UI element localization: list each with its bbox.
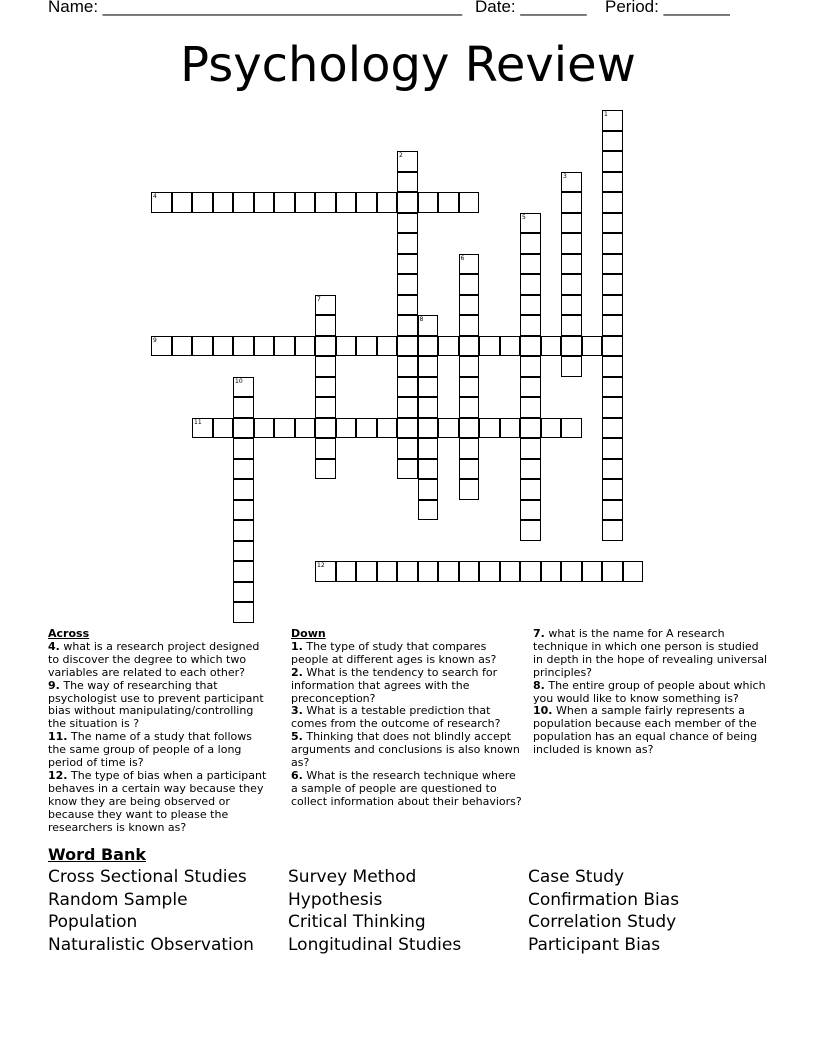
crossword-cell[interactable]	[520, 561, 541, 582]
crossword-cell[interactable]	[602, 356, 623, 377]
crossword-cell[interactable]	[520, 315, 541, 336]
crossword-cell[interactable]	[315, 438, 336, 459]
crossword-cell[interactable]	[254, 336, 275, 357]
crossword-cell[interactable]	[561, 192, 582, 213]
word-bank-item: Random Sample	[48, 889, 188, 910]
clue-number-label: 3	[563, 172, 567, 180]
crossword-cell[interactable]	[459, 274, 480, 295]
clue-number-label: 7	[317, 295, 321, 303]
clue-text: Thinking that does not blindly accept arguments and conclusions is also known as?	[291, 730, 520, 770]
word-bank-item: Case Study	[528, 867, 625, 887]
clue-number-label: 11	[194, 418, 202, 426]
crossword-cell[interactable]	[561, 315, 582, 336]
across-clue	[48, 731, 273, 770]
crossword-cell[interactable]	[233, 541, 254, 562]
crossword-cell[interactable]	[295, 418, 316, 439]
clue-number-label: 1	[604, 111, 608, 118]
clue-text: The type of study that compares people at different ages is known as?	[291, 639, 497, 666]
crossword-cell[interactable]	[233, 500, 254, 521]
crossword-cell[interactable]	[418, 418, 439, 439]
crossword-cell[interactable]	[192, 192, 213, 213]
crossword-cell[interactable]	[520, 213, 541, 234]
crossword-cell[interactable]	[602, 254, 623, 275]
clue-number-label: 4	[153, 193, 157, 200]
crossword-cell[interactable]	[397, 356, 418, 377]
name-field[interactable]: Name: ______________________________________	[48, 0, 463, 16]
crossword-cell[interactable]	[541, 336, 562, 357]
clue-text: what is a research project designed to discover the degree to which two variables are related to each other?	[48, 639, 260, 679]
crossword-cell[interactable]	[213, 418, 234, 439]
crossword-cell[interactable]	[500, 336, 521, 357]
crossword-cell[interactable]	[520, 336, 541, 357]
crossword-cell[interactable]	[459, 479, 480, 500]
crossword-cell[interactable]	[520, 295, 541, 316]
clue-number: 2.	[291, 665, 303, 679]
crossword-cell[interactable]	[397, 561, 418, 582]
crossword-cell[interactable]	[172, 192, 193, 213]
crossword-cell[interactable]	[602, 418, 623, 439]
crossword-cell[interactable]	[397, 192, 418, 213]
crossword-cell[interactable]	[418, 356, 439, 377]
crossword-cell[interactable]	[459, 192, 480, 213]
crossword-cell[interactable]	[336, 192, 357, 213]
crossword-cell[interactable]	[315, 315, 336, 336]
word-bank-item: Confirmation Bias	[528, 889, 680, 910]
crossword-cell[interactable]	[520, 520, 541, 541]
crossword-cell[interactable]	[295, 336, 316, 357]
crossword-cell[interactable]	[315, 377, 336, 398]
crossword-cell[interactable]	[561, 233, 582, 254]
crossword-cell[interactable]	[459, 295, 480, 316]
crossword-cell[interactable]	[418, 397, 439, 418]
clue-number: 10.	[533, 704, 553, 718]
clue-number-label: 5	[522, 213, 526, 221]
crossword-cell[interactable]	[602, 479, 623, 500]
crossword-cell[interactable]	[520, 397, 541, 418]
clue-number: 12.	[48, 768, 68, 782]
crossword-cell[interactable]	[520, 233, 541, 254]
crossword-cell[interactable]	[602, 397, 623, 418]
clue-number: 7.	[533, 627, 545, 640]
crossword-cell[interactable]	[295, 192, 316, 213]
crossword-cell[interactable]	[418, 192, 439, 213]
crossword-cell[interactable]	[356, 192, 377, 213]
crossword-cell[interactable]	[254, 418, 275, 439]
crossword-cell[interactable]	[151, 336, 172, 357]
clue-text: What is the tendency to search for information that agrees with the preconception?	[291, 665, 498, 705]
crossword-cell[interactable]	[336, 418, 357, 439]
crossword-cell[interactable]	[418, 479, 439, 500]
crossword-cell[interactable]	[315, 295, 336, 316]
clue-number: 4.	[48, 639, 60, 653]
down-clue	[291, 731, 523, 770]
crossword-cell[interactable]	[582, 336, 603, 357]
crossword-cell[interactable]	[438, 192, 459, 213]
clue-text: what is the name for A research technique in which one person is studied in depth in the hope of revealing universal principles?	[533, 627, 768, 679]
crossword-cell[interactable]	[561, 295, 582, 316]
down-clue	[291, 641, 523, 667]
across-clue	[48, 770, 273, 835]
crossword-cell[interactable]	[561, 213, 582, 234]
across-clue	[48, 680, 273, 732]
crossword-cell[interactable]	[397, 397, 418, 418]
crossword-cell[interactable]	[397, 213, 418, 234]
crossword-cell[interactable]	[438, 336, 459, 357]
crossword-cell[interactable]	[356, 336, 377, 357]
crossword-cell[interactable]	[377, 336, 398, 357]
crossword-cell[interactable]	[397, 459, 418, 480]
crossword-cell[interactable]	[520, 459, 541, 480]
word-bank-item: Participant Bias	[528, 935, 661, 956]
word-bank-item: Population	[48, 912, 138, 933]
crossword-cell[interactable]	[397, 172, 418, 193]
crossword-cell[interactable]	[418, 336, 439, 357]
crossword-cell[interactable]	[541, 418, 562, 439]
word-bank-item: Critical Thinking	[288, 912, 426, 933]
crossword-cell[interactable]	[397, 315, 418, 336]
crossword-cell[interactable]	[602, 192, 623, 213]
crossword-cell[interactable]	[397, 274, 418, 295]
crossword-cell[interactable]	[397, 336, 418, 357]
crossword-cell[interactable]	[418, 377, 439, 398]
crossword-cell[interactable]	[602, 438, 623, 459]
crossword-cell[interactable]	[213, 192, 234, 213]
clue-number: 3.	[291, 704, 303, 718]
crossword-cell[interactable]	[438, 418, 459, 439]
crossword-cell[interactable]	[459, 336, 480, 357]
clue-text: The type of bias when a participant behaves in a certain way because they know they are being observed or because they want to please the researchers is known as?	[48, 768, 267, 834]
crossword-cell[interactable]	[561, 336, 582, 357]
crossword-cell[interactable]	[602, 336, 623, 357]
crossword-cell[interactable]	[541, 561, 562, 582]
crossword-cell[interactable]	[356, 561, 377, 582]
word-bank-item: Naturalistic Observation	[48, 935, 254, 956]
word-bank	[48, 866, 778, 957]
crossword-cell[interactable]	[561, 254, 582, 275]
crossword-cell[interactable]	[315, 192, 336, 213]
crossword-cell[interactable]	[172, 336, 193, 357]
crossword-cell[interactable]	[418, 561, 439, 582]
crossword-cell[interactable]	[315, 336, 336, 357]
crossword-cell[interactable]	[520, 500, 541, 521]
crossword-cell[interactable]	[274, 418, 295, 439]
clue-number-label: 12	[317, 562, 325, 569]
crossword-cell[interactable]	[602, 295, 623, 316]
crossword-cell[interactable]	[233, 336, 254, 357]
crossword-cell[interactable]	[459, 254, 480, 275]
crossword-cell[interactable]	[459, 561, 480, 582]
crossword-cell[interactable]	[459, 459, 480, 480]
crossword-cell[interactable]	[602, 213, 623, 234]
crossword-cell[interactable]	[561, 561, 582, 582]
clue-number-label: 10	[235, 377, 243, 385]
word-bank-item: Hypothesis	[288, 889, 383, 910]
crossword-cell[interactable]	[233, 520, 254, 541]
crossword-cell[interactable]	[459, 356, 480, 377]
page-title: Psychology Review	[180, 37, 636, 93]
clue-text: What is a testable prediction that comes from the outcome of research?	[291, 704, 501, 731]
crossword-cell[interactable]	[602, 172, 623, 193]
down-clue	[291, 667, 523, 706]
crossword-cell[interactable]	[315, 356, 336, 377]
crossword-cell[interactable]	[233, 377, 254, 398]
crossword-cell[interactable]	[336, 561, 357, 582]
crossword-cell[interactable]	[561, 274, 582, 295]
word-bank-item: Cross Sectional Studies	[48, 867, 247, 887]
crossword-cell[interactable]	[520, 438, 541, 459]
crossword-cell[interactable]	[418, 315, 439, 336]
crossword-cell[interactable]	[233, 397, 254, 418]
crossword-cell[interactable]	[602, 110, 623, 131]
crossword-cell[interactable]	[377, 561, 398, 582]
crossword-cell[interactable]	[520, 274, 541, 295]
crossword-cell[interactable]	[377, 418, 398, 439]
crossword-cell[interactable]	[438, 561, 459, 582]
word-bank-heading: Word Bank	[48, 845, 147, 864]
crossword-cell[interactable]	[397, 418, 418, 439]
crossword-cell[interactable]	[602, 561, 623, 582]
down-clue	[291, 770, 523, 809]
crossword-cell[interactable]	[397, 377, 418, 398]
clue-number: 9.	[48, 678, 60, 692]
crossword-cell[interactable]	[233, 459, 254, 480]
crossword-cell[interactable]	[561, 172, 582, 193]
crossword-cell[interactable]	[254, 192, 275, 213]
clue-number: 8.	[533, 678, 545, 692]
crossword-cell[interactable]	[479, 418, 500, 439]
clue-text: What is the research technique where a sample of people are questioned to collect information about their behaviors?	[291, 768, 522, 808]
across-clues	[48, 628, 273, 835]
clue-number-label: 9	[153, 336, 157, 344]
crossword-cell[interactable]	[377, 192, 398, 213]
crossword-cell[interactable]	[315, 397, 336, 418]
word-bank-item: Survey Method	[288, 867, 417, 887]
crossword-cell[interactable]	[418, 459, 439, 480]
crossword-cell[interactable]	[459, 438, 480, 459]
crossword-cell[interactable]	[459, 377, 480, 398]
crossword-cell[interactable]	[602, 233, 623, 254]
crossword-cell[interactable]	[233, 582, 254, 603]
crossword-cell[interactable]	[233, 561, 254, 582]
crossword-cell[interactable]	[602, 520, 623, 541]
down-clue	[533, 705, 768, 757]
crossword-cell[interactable]	[418, 438, 439, 459]
period-field[interactable]: Period: _______	[605, 0, 730, 16]
clue-number: 6.	[291, 768, 303, 782]
crossword-cell[interactable]	[397, 295, 418, 316]
crossword-cell[interactable]	[602, 500, 623, 521]
crossword-cell[interactable]	[561, 356, 582, 377]
crossword-cell[interactable]	[274, 192, 295, 213]
crossword-cell[interactable]	[356, 418, 377, 439]
crossword-cell[interactable]	[315, 561, 336, 582]
date-field[interactable]: Date: _______	[475, 0, 587, 16]
clue-number-label: 2	[399, 152, 403, 159]
crossword-cell[interactable]	[520, 254, 541, 275]
down-clue	[291, 705, 523, 731]
crossword-cell[interactable]	[397, 151, 418, 172]
crossword-cell[interactable]	[213, 336, 234, 357]
word-bank-item: Longitudinal Studies	[288, 935, 462, 956]
crossword-cell[interactable]	[233, 192, 254, 213]
crossword-cell[interactable]	[602, 459, 623, 480]
crossword-cell[interactable]	[459, 397, 480, 418]
crossword-cell[interactable]	[315, 418, 336, 439]
crossword-cell[interactable]	[397, 438, 418, 459]
crossword-cell[interactable]	[336, 336, 357, 357]
crossword-cell[interactable]	[192, 336, 213, 357]
down-clues-col1	[291, 628, 523, 809]
crossword-cell[interactable]	[233, 418, 254, 439]
crossword-cell[interactable]	[192, 418, 213, 439]
crossword-cell[interactable]	[520, 377, 541, 398]
crossword-cell[interactable]	[602, 274, 623, 295]
down-clues-col2	[533, 628, 768, 757]
across-clue	[48, 641, 273, 680]
clue-number: 1.	[291, 639, 303, 653]
across-heading: Across	[48, 627, 90, 640]
crossword-cell[interactable]	[233, 479, 254, 500]
crossword-cell[interactable]	[315, 459, 336, 480]
crossword-cell[interactable]	[500, 418, 521, 439]
crossword-cell[interactable]	[500, 561, 521, 582]
crossword-cell[interactable]	[459, 418, 480, 439]
clue-number: 5.	[291, 730, 303, 744]
crossword-cell[interactable]	[582, 561, 603, 582]
crossword-cell[interactable]	[602, 315, 623, 336]
crossword-cell[interactable]	[418, 500, 439, 521]
clue-text: The entire group of people about which you would like to know something is?	[533, 678, 766, 705]
crossword-cell[interactable]	[459, 315, 480, 336]
down-heading: Down	[291, 627, 326, 640]
clue-number-label: 6	[460, 254, 465, 262]
down-clue	[533, 680, 768, 706]
crossword-cell[interactable]	[602, 377, 623, 398]
crossword-cell[interactable]	[397, 233, 418, 254]
clue-number-label: 8	[419, 316, 424, 323]
crossword-cell[interactable]	[520, 418, 541, 439]
crossword-cell[interactable]	[602, 151, 623, 172]
crossword-cell[interactable]	[479, 561, 500, 582]
crossword-cell[interactable]	[274, 336, 295, 357]
word-bank-item: Correlation Study	[528, 912, 677, 933]
crossword-cell[interactable]	[520, 356, 541, 377]
clue-text: The way of researching that psychologist use to prevent participant bias without manipulating/controlling the situation is ?	[48, 678, 264, 731]
crossword-cell[interactable]	[479, 336, 500, 357]
crossword-cell[interactable]	[233, 438, 254, 459]
crossword-cell[interactable]	[520, 479, 541, 500]
clue-text: When a sample fairly represents a population because each member of the population has an equal chance of being included is known as?	[533, 704, 758, 757]
crossword-cell[interactable]	[561, 418, 582, 439]
down-clue	[533, 628, 768, 680]
clue-number: 11.	[48, 730, 68, 744]
clue-text: The name of a study that follows the same group of people of a long period of time is?	[48, 730, 252, 770]
crossword-cell[interactable]	[623, 561, 644, 582]
crossword-cell[interactable]	[151, 192, 172, 213]
crossword-cell[interactable]	[233, 602, 254, 623]
crossword-cell[interactable]	[602, 131, 623, 152]
crossword-cell[interactable]	[397, 254, 418, 275]
